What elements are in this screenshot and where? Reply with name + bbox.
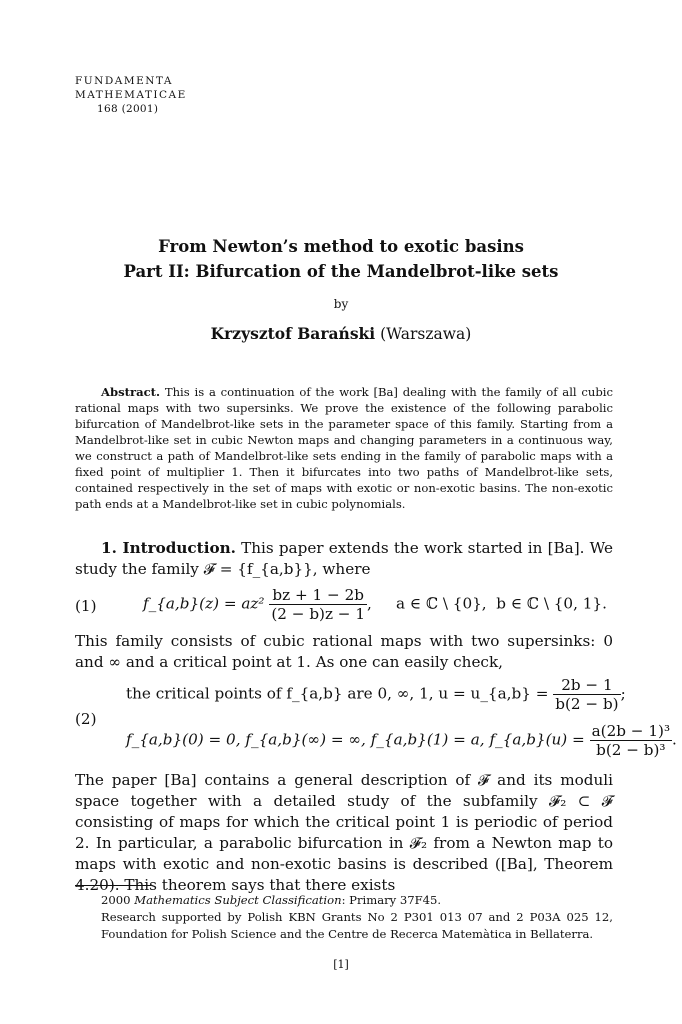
author-affiliation: (Warszawa) bbox=[380, 325, 472, 343]
equation-1-lhs: f_{a,b}(z) = az² bbox=[143, 594, 265, 613]
equation-2-line1-text: the critical points of f_{a,b} are 0, ∞, 1, u = u_{a,b} = bbox=[126, 684, 549, 703]
journal-volume: 168 (2001) bbox=[97, 103, 159, 115]
intro-text: This paper extends the work started in [Ba]. We study the family 𝓕 = {f_{a,b}}, where bbox=[75, 539, 613, 578]
equation-2-line1-denominator: b(2 − b) bbox=[555, 695, 619, 713]
equation-2-line2-numerator: a(2b − 1)³ bbox=[591, 722, 671, 740]
section-heading: 1. Introduction. bbox=[101, 539, 236, 557]
msc-year: 2000 bbox=[101, 893, 131, 907]
equation-1-denominator: (2 − b)z − 1 bbox=[271, 605, 366, 623]
abstract-text: This is a continuation of the work [Ba] dealing with the family of all cubic rational maps with two supersinks. We prove the existence of the following parabolic bifurcation of Mandelbrot-like sets in the parameter space of this family. Starting from a Mandelbrot-like set in cubic Newton maps and changing parameters in a continuous way, we construct a path of Mandelbrot-like sets ending in the family of parabolic maps with a fixed point of multiplier 1. Then it bifurcates into two paths of Mandelbrot-like sets, contained respectively in the set of maps with exotic or non-exotic basins. The non-exotic path ends at a Mandelbrot-like set in cubic polynomials. bbox=[75, 385, 613, 511]
footnote-rule bbox=[75, 885, 151, 886]
abstract-label: Abstract. bbox=[101, 385, 161, 399]
equation-2-line2 bbox=[126, 722, 677, 759]
equation-1-body bbox=[143, 586, 607, 623]
equation-2-line1-numerator: 2b − 1 bbox=[553, 676, 620, 695]
footnote-support: Research supported by Polish KBN Grants No 2 P301 013 07 and 2 P03A 025 12, Foundation for Polish Science and the Centre de Recerca Matemàtica in Bellaterra. bbox=[101, 910, 613, 941]
equation-2-line1 bbox=[126, 676, 626, 713]
footnote-msc bbox=[75, 892, 613, 909]
journal-name-line1: FUNDAMENTA bbox=[75, 75, 173, 87]
journal-header bbox=[75, 74, 187, 116]
equation-2-line1-end: ; bbox=[620, 684, 626, 703]
equation-1 bbox=[75, 583, 635, 631]
equation-1-conditions: , a ∈ ℂ \ {0}, b ∈ ℂ \ {0, 1}. bbox=[367, 594, 607, 613]
author-name: Krzysztof Barański bbox=[210, 324, 376, 343]
paragraph-3: The paper [Ba] contains a general description of 𝓕 and its moduli space together with a detailed study of the subfamily 𝓕₂ ⊂ 𝓕 consisting of maps for which the critical point 1 is periodic of period 2. In particular, a parabolic bifurcation in 𝓕₂ from a Newton map to maps with exotic and non-exotic basins is described ([Ba], Theorem 4.20). This theorem says that there exists bbox=[75, 771, 613, 894]
equation-2 bbox=[75, 676, 677, 768]
journal-name-line2: MATHEMATICAE bbox=[75, 89, 187, 101]
equation-1-number: (1) bbox=[75, 597, 97, 615]
msc-label: Mathematics Subject Classification bbox=[134, 893, 342, 907]
equation-2-line2-text: f_{a,b}(0) = 0, f_{a,b}(∞) = ∞, f_{a,b}(1) = a, f_{a,b}(u) = bbox=[126, 730, 585, 749]
footnotes bbox=[75, 892, 613, 943]
by-label: by bbox=[333, 297, 349, 311]
equation-2-number: (2) bbox=[75, 710, 97, 728]
page-number: [1] bbox=[333, 958, 349, 971]
msc-value: : Primary 37F45. bbox=[341, 893, 442, 907]
paragraph-2: This family consists of cubic rational maps with two supersinks: 0 and ∞ and a critical point at 1. As one can easily check, bbox=[75, 632, 613, 671]
title-line1: From Newton’s method to exotic basins bbox=[158, 237, 524, 256]
introduction-paragraph bbox=[75, 538, 613, 580]
equation-2-line2-denominator: b(2 − b)³ bbox=[596, 741, 666, 759]
equation-2-line2-fraction bbox=[590, 722, 672, 759]
paper-title bbox=[0, 234, 682, 284]
title-line2: Part II: Bifurcation of the Mandelbrot-like sets bbox=[123, 262, 559, 281]
equation-2-line1-fraction bbox=[553, 676, 620, 713]
equation-1-numerator: bz + 1 − 2b bbox=[269, 586, 367, 605]
author-line bbox=[0, 324, 682, 343]
equation-1-fraction bbox=[269, 586, 367, 623]
equation-2-line2-end: . bbox=[672, 730, 677, 749]
abstract bbox=[75, 384, 613, 512]
